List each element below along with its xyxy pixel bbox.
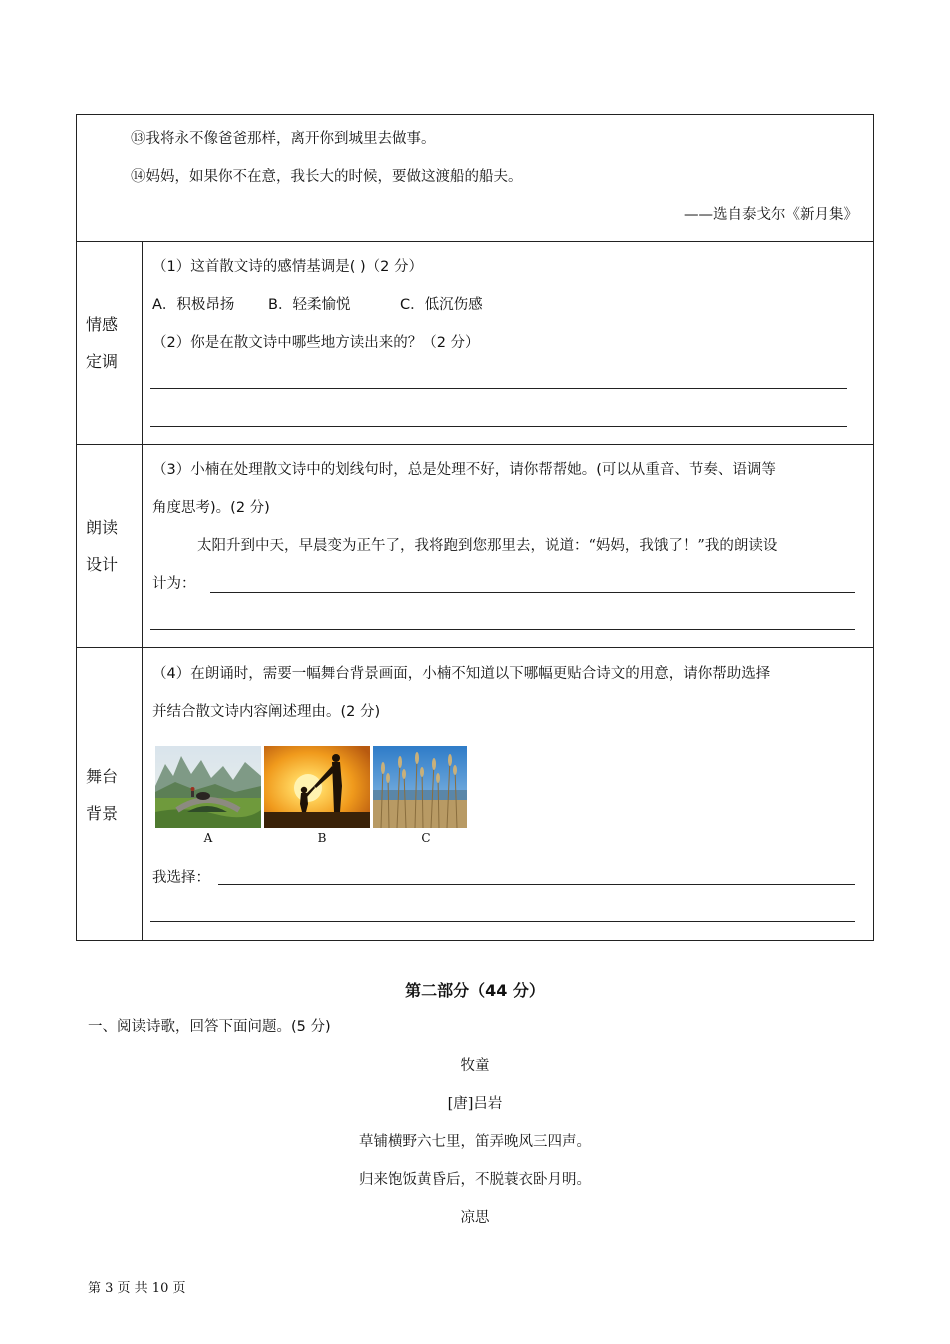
choice-label: 我选择： — [152, 870, 210, 886]
reeds-image[interactable] — [373, 746, 467, 828]
reading-label-line2: 设计 — [86, 555, 119, 574]
poem-author: [唐]吕岩 — [447, 1096, 503, 1112]
stone-bridge-landscape-image[interactable] — [155, 746, 261, 828]
passage-line-13: ⑬我将永不像爸爸那样，离开你到城里去做事。 — [131, 131, 436, 147]
option-c[interactable]: C．低沉伤感 — [400, 297, 483, 313]
table-left-border — [76, 114, 77, 940]
answer-line[interactable] — [150, 629, 855, 630]
table-right-border — [873, 114, 874, 940]
image-caption-a: A — [203, 831, 213, 845]
row-divider — [76, 444, 874, 445]
answer-line[interactable] — [150, 921, 855, 922]
question-2: （2）你是在散文诗中哪些地方读出来的？（2 分） — [152, 335, 480, 351]
option-a[interactable]: A．积极昂扬 — [152, 297, 235, 313]
image-caption-c: C — [421, 831, 431, 845]
part-two-title: 第二部分（44 分） — [405, 981, 545, 1000]
sunset-silhouette-image[interactable] — [264, 746, 370, 828]
question-4-line2: 并结合散文诗内容阐述理由。(2 分) — [152, 704, 381, 720]
question-4-line1: （4）在朗诵时，需要一幅舞台背景画面，小楠不知道以下哪幅更贴合诗文的用意，请你帮助选择 — [152, 666, 771, 682]
passage-source: ——选自泰戈尔《新月集》 — [684, 207, 858, 223]
stage-label-line1: 舞台 — [86, 767, 119, 786]
quote-line1: 太阳升到中天，早晨变为正午了，我将跑到您那里去，说道：“妈妈，我饿了！”我的朗读设 — [197, 538, 778, 554]
option-b[interactable]: B．轻柔愉悦 — [268, 297, 351, 313]
emotion-label-line2: 定调 — [86, 352, 119, 371]
emotion-label-line1: 情感 — [86, 315, 119, 334]
image-caption-b: B — [317, 831, 327, 845]
poem-line: 归来饱饭黄昏后，不脱蓑衣卧月明。 — [359, 1172, 591, 1188]
poem-title: 牧童 — [460, 1058, 490, 1074]
question-3-line2: 角度思考)。(2 分) — [152, 500, 270, 516]
answer-line[interactable] — [150, 426, 847, 427]
table-top-border — [76, 114, 874, 115]
label-column-divider — [142, 241, 143, 940]
stage-label-line2: 背景 — [86, 804, 119, 823]
part-two-instruction: 一、阅读诗歌，回答下面问题。(5 分) — [88, 1019, 331, 1035]
poem-line: 草铺横野六七里，笛弄晚风三四声。 — [359, 1134, 591, 1150]
quote-line2: 计为： — [152, 576, 196, 592]
answer-line[interactable] — [150, 388, 847, 389]
next-poem-title: 凉思 — [460, 1210, 490, 1226]
answer-line[interactable] — [218, 884, 855, 885]
passage-line-14: ⑭妈妈，如果你不在意，我长大的时候，要做这渡船的船夫。 — [131, 169, 523, 185]
row-divider — [76, 241, 874, 242]
question-3-line1: （3）小楠在处理散文诗中的划线句时，总是处理不好，请你帮帮她。(可以从重音、节奏、语调等 — [152, 462, 776, 478]
question-1: （1）这首散文诗的感情基调是( )（2 分） — [152, 259, 423, 275]
answer-line[interactable] — [210, 592, 855, 593]
row-divider — [76, 647, 874, 648]
page-number: 第 3 页 共 10 页 — [88, 1281, 186, 1296]
reading-label-line1: 朗读 — [86, 518, 119, 537]
table-bottom-border — [76, 940, 874, 941]
